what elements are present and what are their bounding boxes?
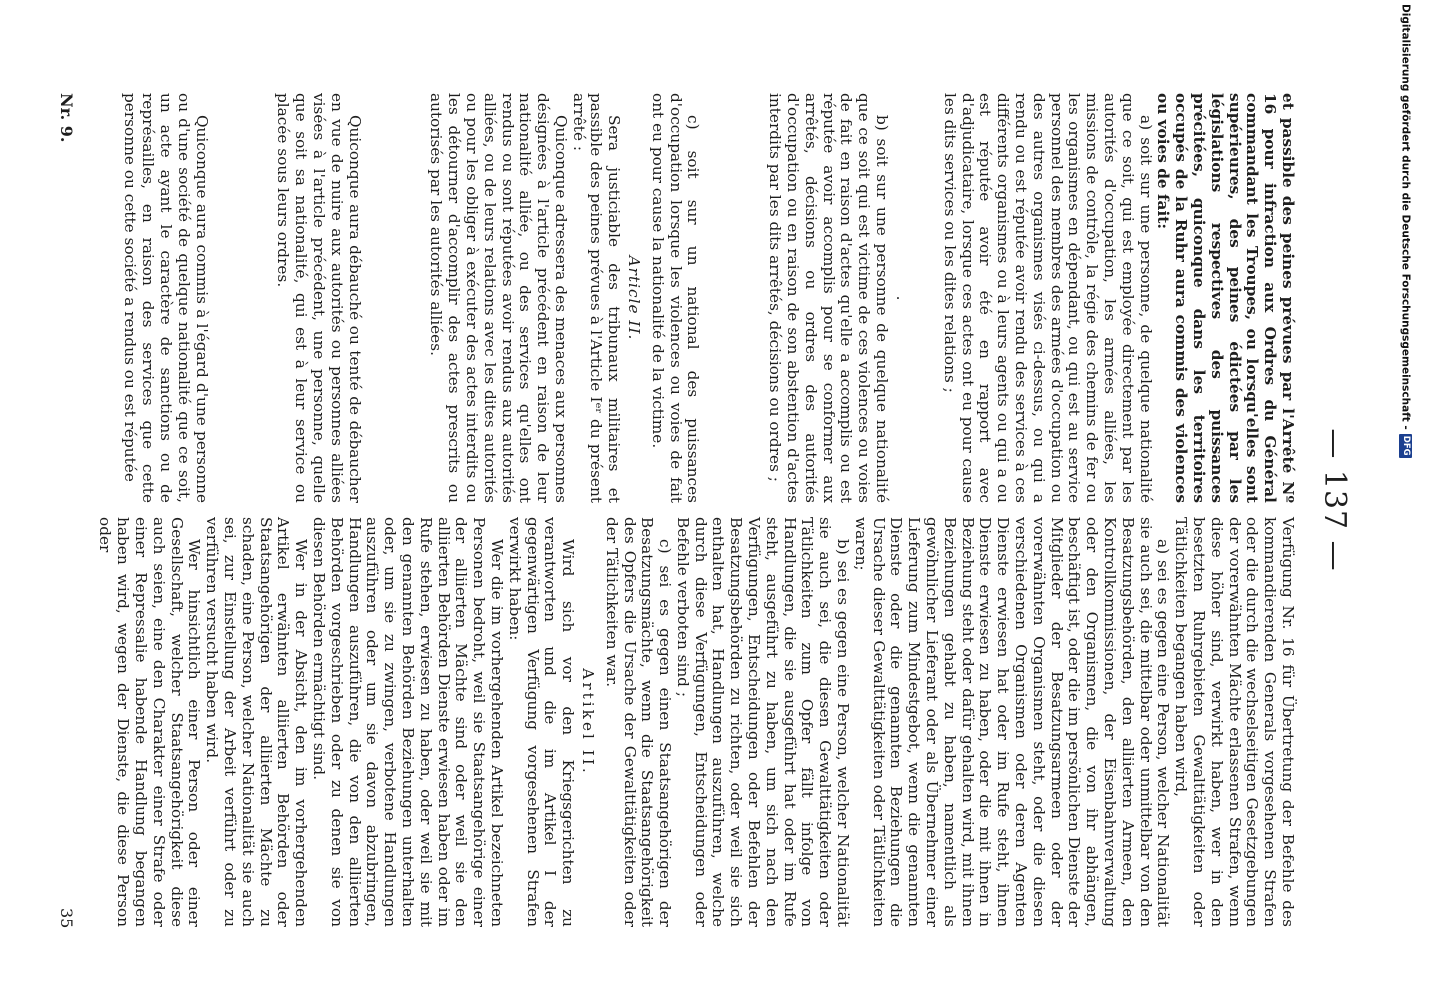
french-paragraph-a: a) soit sur une personne, de quelque nationalité que ce soit, qui est employée directement par les autorités d'occupation, les armées alliées, les missions de contrôle, la régie des chemins de fer ou les organismes en dépendant, ou qui est au service personnel des membres des armées d'occupation ou des autres organismes visés ci-dessus, ou qui a rendu ou est réputée avoir rendu des services à ces différents organismes ou à leurs agents ou qui a ou est réputée avoir été en rapport avec d'adjudicataire, lorsque ces actes ont eu pour cause les dits services ou les dites relations ; <box>940 93 1155 503</box>
german-column <box>36 517 1296 927</box>
german-paragraph-intro: Verfügung Nr. 16 für Übertretung der Befehle des kommandierenden Generals vorgesehenen Strafen oder die durch die wechselseitigen Gesetzgebungen der vorerwähnten Mächte erlassenen Strafen, wenn diese höher sind, verwirkt haben, wer in den besetzten Ruhrgebieten Gewalttätigkeiten oder Tätlichkeiten begangen haben wird, <box>1172 517 1297 927</box>
german-paragraph-a: a) sei es gegen eine Person, welcher Nationalität sie auch sei, die mittelbar oder unmittelbar von den Besatzungsbehörden, den alliierten Armeen, den Kontrollkommissionen, der Eisenbahnverwaltung oder den Organismen, die von ihr abhängen, beschäftigt ist, oder die im persönlichen Dienste der Mitglieder der Besatzungsarmeen oder der vorerwähnten Organismen steht, oder die diesen verschiedenen Organismen oder deren Agenten Dienste erwiesen hat oder im Rufe steht, ihnen Dienste erwiesen zu haben, oder die mit ihnen in Beziehung steht oder dafür gehalten wird, mit ihnen Beziehungen gehabt zu haben, namentlich als gewöhnlicher Lieferant oder als Übernehmer einer Lieferung zum Mindestgebot, wenn die genannten Dienste oder die genannten Beziehungen die Ursache dieser Gewalttätigkeiten oder Tätlichkeiten waren; <box>851 517 1173 927</box>
french-paragraph-debauch: Quiconque aura débauché ou tenté de débaucher en vue de nuire aux autorités ou personnes alliées visées à l'article précédent, une personne, quelle que soit sa nationalité, qui est à leur service ou placée sous leurs ordres. <box>274 93 364 503</box>
french-column <box>36 93 1296 503</box>
french-article-heading: Article II. <box>625 255 644 341</box>
french-paragraph-threats: Quiconque adressera des menaces aux personnes désignées à l'article précédent en raison de leur nationalité alliée, ou des services qu'elles ont rendus ou sont réputées avoir rendus aux autorités alliées, ou de leurs relations avec les dites autorités ou pour les obliger à exécuter des actes interdits ou les détourner d'accomplir des actes prescrits ou autorisés par les autorités alliées. <box>427 93 570 503</box>
german-paragraph-debauch: Wer in der Absicht, den im vorhergehenden Artikel erwähnten alliierten Behörden oder Staatsangehörigen der alliierten Mächte zu schaden, eine Person, welcher Nationalität sie auch sei, zur Einstellung der Arbeit verführt oder zu verführen versucht haben wird. <box>203 517 311 927</box>
french-paragraph-b: b) soit sur une personne de quelque nationalité que ce soit qui est victime de ces violences ou voies de fait en raison d'actes qu'elle a accomplis ou est réputée avoir accomplis pour se conformer aux arrêtés, décisions ou ordres des autorités d'occupation ou en raison de son abstention d'actes interdits par les dits arrêtés, décisions ou ordres ; <box>766 93 892 503</box>
french-paragraph-c: c) soit sur un national des puissances d'occupation lorsque les violences ou voies de fait ont eu pour cause la nationalité de la victime. <box>648 93 703 503</box>
credit-text: Digitalisierung gefördert durch die Deutsche Forschungsgemeinschaft - <box>1399 4 1412 430</box>
french-paragraph-reprisal: Quiconque aura commis à l'égard d'une personne ou d'une société de quelque nationalité que ce soit, un acte ayant le caractère de sanctions ou de représailles, en raison des services que cette personne ou cette société a rendus ou est réputée <box>121 93 211 503</box>
page-number: — 137 — <box>1317 428 1352 572</box>
french-paragraph-article-intro: Sera justiciable des tribunaux militaires et passible des peines prévues à l'Article Iᵉʳ du présent arrêté : <box>569 93 624 503</box>
german-paragraph-b: b) sei es gegen eine Person, welcher Nationalität sie auch sei, die diesen Gewalttätigkeiten oder Tätlichkeiten zum Opfer fällt infolge von Handlungen, die sie ausgeführt hat oder im Rufe steht, ausgeführt zu haben, um sich nach den Verfügungen, Entscheidungen oder Befehlen der Besatzungsbehörden zu richten, oder weil sie sich enthalten hat, Handlungen auszuführen, welche durch diese Verfügungen, Entscheidungen oder Befehle verboten sind ; <box>673 517 853 927</box>
footer-issue-number: Nr. 9. <box>57 93 76 143</box>
stray-mark: · <box>889 295 908 301</box>
german-paragraph-threats: Wer die im vorhergehenden Artikel bezeichneten Personen bedroht, weil sie Staatsangehörige einer der alliierten Mächte sind oder weil sie den alliierten Behörden Dienste erwiesen haben oder im Rufe stehen, erwiesen zu haben, oder weil sie mit den genannten Behörden Beziehungen unterhalten oder, um sie zu zwingen, verbotene Handlungen auszuführen oder um sie davon abzubringen, Handlungen auszuführen, die von den alliierten Behörden vorgeschrieben oder zu denen sie von diesen Behörden ermächtigt sind. <box>309 517 506 927</box>
german-article-heading: Artikel II. <box>578 668 597 776</box>
german-paragraph-reprisal: Wer hinsichtlich einer Person oder einer Gesellschaft, welcher Staatsangehörigkeit diese auch seien, eine den Charakter einer Strafe oder einer Repressalie habende Handlung begangen haben wird, wegen der Dienste, die diese Person oder <box>96 517 204 927</box>
footer-page-number: 35 <box>57 908 76 929</box>
digitization-credit <box>1390 4 1412 994</box>
german-paragraph-c: c) sei es gegen einen Staatsangehörigen der Besatzungsmächte, wenn die Staatsangehörigkeit des Opfers die Ursache der Gewalttätigkeiten oder der Tätlichkeiten war. <box>602 517 675 927</box>
german-paragraph-article-intro: Wird sich vor den Kriegsgerichten zu verantworten und die im Artikel I der gegenwärtigen Verfügung vorgesehenen Strafen verwirkt haben: <box>505 517 578 927</box>
french-paragraph-intro: et passible des peines prévues par l'Arrêté Nº 16 pour infraction aux Ordres du Général commandant les Troupes, ou lorsqu'elles sont supérieures, des peines édictées par les législations respectives des puissances précitées, quiconque dans les territoires occupés de la Ruhr aura commis des violences ou voies de fait: <box>1154 93 1297 503</box>
dfg-logo-icon: DFG <box>1401 435 1411 456</box>
